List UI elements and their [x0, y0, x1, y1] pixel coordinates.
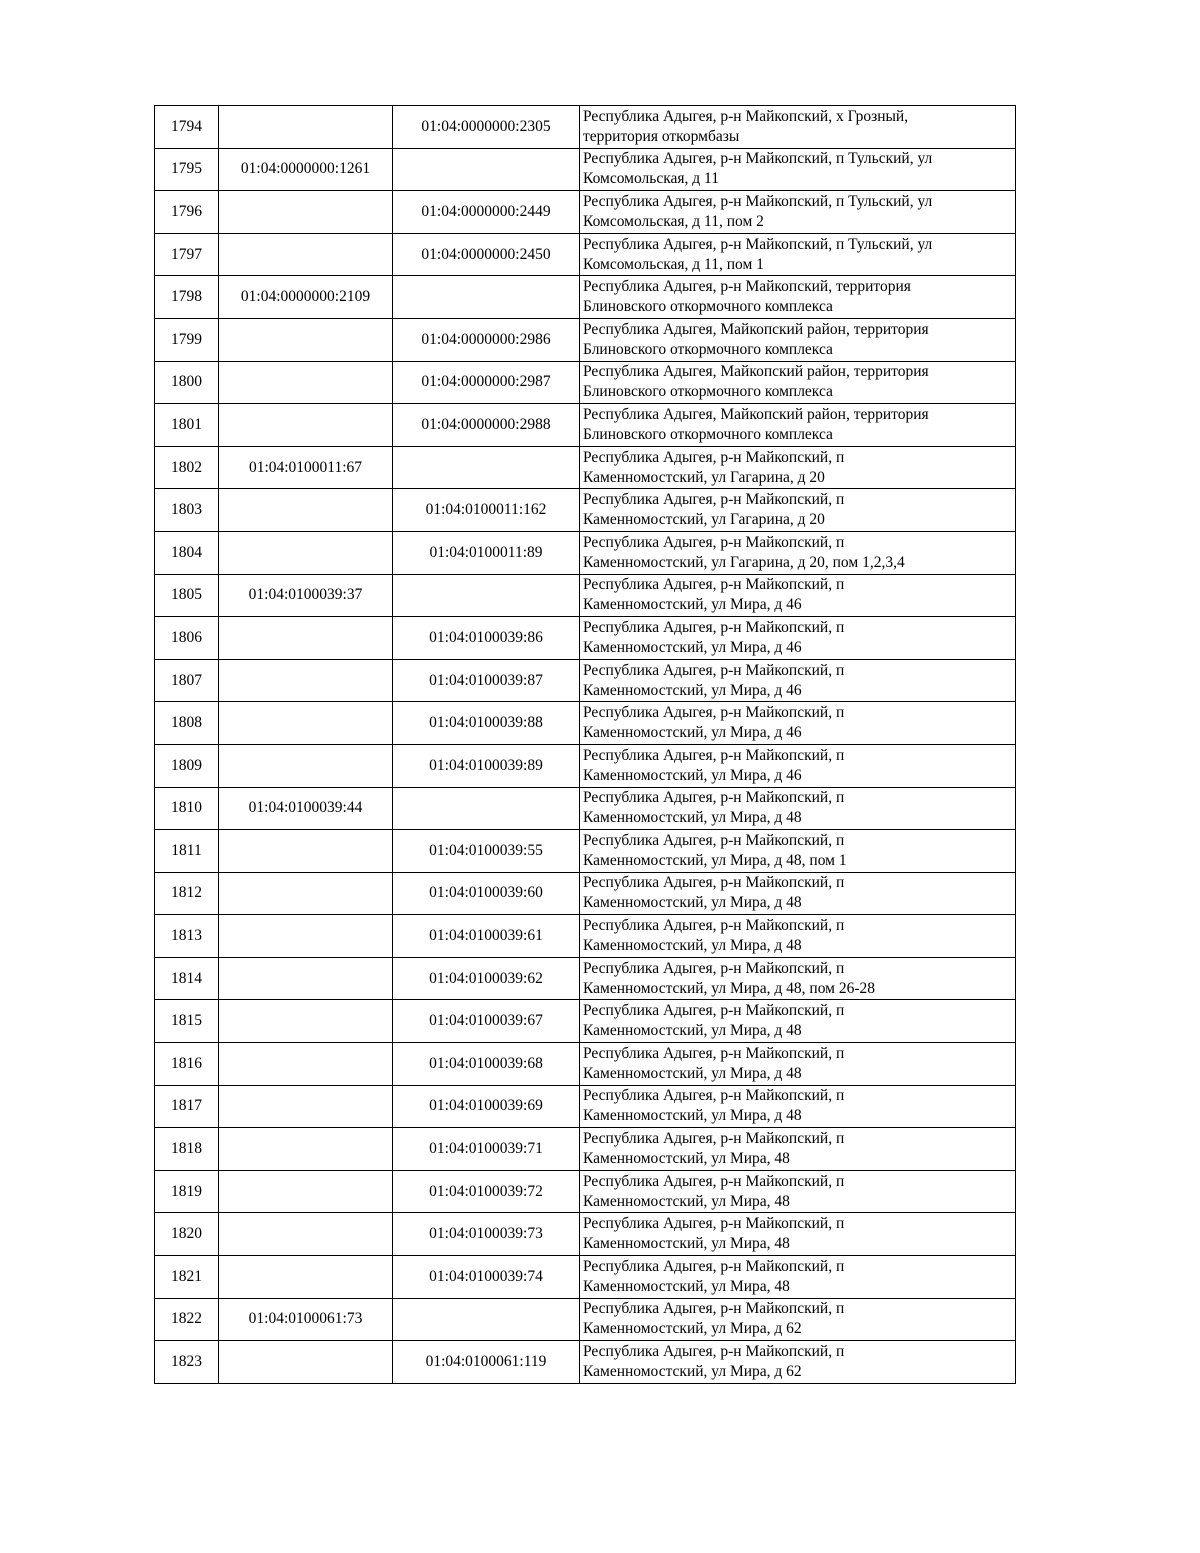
- address-line-2: Комсомольская, д 11, пом 2: [583, 212, 764, 230]
- land-cadastral-number-cell: [219, 1085, 393, 1128]
- row-number-cell: 1814: [155, 957, 219, 1000]
- row-number-cell: 1815: [155, 1000, 219, 1043]
- row-number-cell: 1816: [155, 1043, 219, 1086]
- land-cadastral-number-cell: [219, 233, 393, 276]
- table-row: [155, 276, 1016, 319]
- row-number-cell: 1819: [155, 1170, 219, 1213]
- land-cadastral-number-cell: [219, 404, 393, 447]
- address-line-1: Республика Адыгея, р-н Майкопский, п: [583, 448, 845, 466]
- table-row: [155, 574, 1016, 617]
- address-line-1: Республика Адыгея, р-н Майкопский, п: [583, 533, 845, 551]
- address-line-2: Каменномостский, ул Гагарина, д 20, пом 1,2,3,4: [583, 553, 905, 571]
- land-cadastral-number-cell: [219, 617, 393, 660]
- object-cadastral-number-cell: [393, 276, 580, 319]
- object-cadastral-number-cell: 01:04:0100039:68: [393, 1043, 580, 1086]
- address-cell: [580, 404, 1016, 447]
- address-line-1: Республика Адыгея, Майкопский район, территория: [583, 320, 929, 338]
- object-cadastral-number-cell: 01:04:0100039:86: [393, 617, 580, 660]
- land-cadastral-number-cell: [219, 318, 393, 361]
- address-line-2: Каменномостский, ул Мира, д 46: [583, 681, 802, 699]
- address-line-2: Каменномостский, ул Мира, д 48: [583, 809, 802, 827]
- address-line-1: Республика Адыгея, Майкопский район, территория: [583, 363, 929, 381]
- row-number-cell: 1821: [155, 1256, 219, 1299]
- table-row: [155, 830, 1016, 873]
- address-line-1: Республика Адыгея, р-н Майкопский, п: [583, 704, 845, 722]
- land-cadastral-number-cell: 01:04:0100061:73: [219, 1298, 393, 1341]
- object-cadastral-number-cell: [393, 574, 580, 617]
- registry-table-body: [155, 106, 1016, 1384]
- address-line-2: Каменномостский, ул Мира, д 46: [583, 596, 802, 614]
- table-row: [155, 148, 1016, 191]
- object-cadastral-number-cell: [393, 1298, 580, 1341]
- address-cell: [580, 489, 1016, 532]
- land-cadastral-number-cell: [219, 744, 393, 787]
- object-cadastral-number-cell: 01:04:0100039:55: [393, 830, 580, 873]
- address-line-2: Каменномостский, ул Гагарина, д 20: [583, 468, 825, 486]
- row-number-cell: 1796: [155, 191, 219, 234]
- table-row: [155, 531, 1016, 574]
- row-number-cell: 1806: [155, 617, 219, 660]
- row-number-cell: 1802: [155, 446, 219, 489]
- land-cadastral-number-cell: [219, 106, 393, 149]
- address-cell: [580, 702, 1016, 745]
- address-line-2: Блиновского откормочного комплекса: [583, 340, 833, 358]
- row-number-cell: 1799: [155, 318, 219, 361]
- row-number-cell: 1817: [155, 1085, 219, 1128]
- object-cadastral-number-cell: 01:04:0100039:60: [393, 872, 580, 915]
- table-row: [155, 1128, 1016, 1171]
- address-cell: [580, 148, 1016, 191]
- address-cell: [580, 787, 1016, 830]
- table-row: [155, 872, 1016, 915]
- address-cell: [580, 744, 1016, 787]
- row-number-cell: 1808: [155, 702, 219, 745]
- address-cell: [580, 276, 1016, 319]
- land-cadastral-number-cell: 01:04:0000000:2109: [219, 276, 393, 319]
- address-cell: [580, 446, 1016, 489]
- address-cell: [580, 1170, 1016, 1213]
- land-cadastral-number-cell: 01:04:0000000:1261: [219, 148, 393, 191]
- address-line-1: Республика Адыгея, р-н Майкопский, п: [583, 1172, 845, 1190]
- object-cadastral-number-cell: [393, 446, 580, 489]
- address-cell: [580, 574, 1016, 617]
- object-cadastral-number-cell: 01:04:0000000:2450: [393, 233, 580, 276]
- row-number-cell: 1811: [155, 830, 219, 873]
- address-line-2: Блиновского откормочного комплекса: [583, 383, 833, 401]
- address-cell: [580, 191, 1016, 234]
- address-line-1: Республика Адыгея, р-н Майкопский, п Тульский, ул: [583, 192, 933, 210]
- object-cadastral-number-cell: 01:04:0100061:119: [393, 1341, 580, 1384]
- address-line-1: Республика Адыгея, р-н Майкопский, п: [583, 917, 845, 935]
- object-cadastral-number-cell: 01:04:0100039:72: [393, 1170, 580, 1213]
- table-row: [155, 489, 1016, 532]
- row-number-cell: 1813: [155, 915, 219, 958]
- object-cadastral-number-cell: 01:04:0000000:2987: [393, 361, 580, 404]
- address-cell: [580, 1043, 1016, 1086]
- address-line-2: Комсомольская, д 11, пом 1: [583, 255, 764, 273]
- address-cell: [580, 1341, 1016, 1384]
- address-line-2: Каменномостский, ул Мира, д 48: [583, 1064, 802, 1082]
- object-cadastral-number-cell: 01:04:0100039:88: [393, 702, 580, 745]
- land-cadastral-number-cell: [219, 1000, 393, 1043]
- address-line-2: Каменномостский, ул Мира, 48: [583, 1277, 790, 1295]
- address-line-2: Каменномостский, ул Мира, д 62: [583, 1320, 802, 1338]
- address-line-1: Республика Адыгея, р-н Майкопский, п: [583, 874, 845, 892]
- table-row: [155, 1256, 1016, 1299]
- row-number-cell: 1801: [155, 404, 219, 447]
- row-number-cell: 1794: [155, 106, 219, 149]
- address-line-2: Каменномостский, ул Мира, д 48, пом 1: [583, 851, 847, 869]
- address-line-2: Каменномостский, ул Мира, 48: [583, 1235, 790, 1253]
- address-cell: [580, 1000, 1016, 1043]
- address-line-1: Республика Адыгея, р-н Майкопский, п: [583, 1215, 845, 1233]
- address-line-1: Республика Адыгея, р-н Майкопский, п: [583, 831, 845, 849]
- address-cell: [580, 233, 1016, 276]
- row-number-cell: 1805: [155, 574, 219, 617]
- row-number-cell: 1812: [155, 872, 219, 915]
- address-line-2: Каменномостский, ул Мира, д 48: [583, 894, 802, 912]
- address-cell: [580, 1213, 1016, 1256]
- address-line-2: Каменномостский, ул Мира, д 48: [583, 1107, 802, 1125]
- row-number-cell: 1820: [155, 1213, 219, 1256]
- table-row: [155, 361, 1016, 404]
- table-row: [155, 787, 1016, 830]
- address-line-2: Каменномостский, ул Мира, д 46: [583, 766, 802, 784]
- address-cell: [580, 1085, 1016, 1128]
- object-cadastral-number-cell: [393, 787, 580, 830]
- row-number-cell: 1809: [155, 744, 219, 787]
- row-number-cell: 1810: [155, 787, 219, 830]
- object-cadastral-number-cell: 01:04:0100011:89: [393, 531, 580, 574]
- address-cell: [580, 1298, 1016, 1341]
- address-line-2: Блиновского откормочного комплекса: [583, 298, 833, 316]
- table-row: [155, 1170, 1016, 1213]
- object-cadastral-number-cell: 01:04:0100039:87: [393, 659, 580, 702]
- address-line-1: Республика Адыгея, р-н Майкопский, п Тульский, ул: [583, 235, 933, 253]
- table-row: [155, 404, 1016, 447]
- address-line-1: Республика Адыгея, р-н Майкопский, п: [583, 1087, 845, 1105]
- land-cadastral-number-cell: [219, 1170, 393, 1213]
- object-cadastral-number-cell: 01:04:0100039:69: [393, 1085, 580, 1128]
- land-cadastral-number-cell: 01:04:0100039:44: [219, 787, 393, 830]
- address-cell: [580, 830, 1016, 873]
- address-line-2: Каменномостский, ул Мира, д 48: [583, 937, 802, 955]
- address-line-1: Республика Адыгея, р-н Майкопский, п: [583, 1044, 845, 1062]
- land-cadastral-number-cell: [219, 1213, 393, 1256]
- land-cadastral-number-cell: [219, 489, 393, 532]
- land-cadastral-number-cell: [219, 1128, 393, 1171]
- land-cadastral-number-cell: [219, 957, 393, 1000]
- table-row: [155, 1341, 1016, 1384]
- address-line-1: Республика Адыгея, р-н Майкопский, п: [583, 1300, 845, 1318]
- address-cell: [580, 106, 1016, 149]
- address-cell: [580, 1128, 1016, 1171]
- row-number-cell: 1795: [155, 148, 219, 191]
- object-cadastral-number-cell: 01:04:0100039:67: [393, 1000, 580, 1043]
- land-cadastral-number-cell: [219, 1341, 393, 1384]
- address-line-1: Республика Адыгея, Майкопский район, территория: [583, 405, 929, 423]
- address-line-1: Республика Адыгея, р-н Майкопский, п: [583, 618, 845, 636]
- land-cadastral-number-cell: [219, 1256, 393, 1299]
- row-number-cell: 1797: [155, 233, 219, 276]
- land-cadastral-number-cell: [219, 702, 393, 745]
- table-row: [155, 191, 1016, 234]
- land-cadastral-number-cell: [219, 361, 393, 404]
- land-cadastral-number-cell: [219, 659, 393, 702]
- object-cadastral-number-cell: 01:04:0100039:74: [393, 1256, 580, 1299]
- address-line-1: Республика Адыгея, р-н Майкопский, п: [583, 746, 845, 764]
- address-cell: [580, 1256, 1016, 1299]
- table-row: [155, 318, 1016, 361]
- table-row: [155, 1298, 1016, 1341]
- address-cell: [580, 915, 1016, 958]
- row-number-cell: 1804: [155, 531, 219, 574]
- object-cadastral-number-cell: 01:04:0100039:71: [393, 1128, 580, 1171]
- address-line-1: Республика Адыгея, р-н Майкопский, территория: [583, 278, 911, 296]
- address-line-1: Республика Адыгея, р-н Майкопский, п: [583, 1130, 845, 1148]
- table-row: [155, 1043, 1016, 1086]
- table-row: [155, 659, 1016, 702]
- address-line-1: Республика Адыгея, р-н Майкопский, п: [583, 576, 845, 594]
- address-cell: [580, 617, 1016, 660]
- table-row: [155, 957, 1016, 1000]
- land-cadastral-number-cell: [219, 191, 393, 234]
- object-cadastral-number-cell: 01:04:0100039:73: [393, 1213, 580, 1256]
- row-number-cell: 1798: [155, 276, 219, 319]
- object-cadastral-number-cell: 01:04:0000000:2988: [393, 404, 580, 447]
- property-registry-table: [154, 105, 1016, 1384]
- table-row: [155, 446, 1016, 489]
- address-cell: [580, 872, 1016, 915]
- land-cadastral-number-cell: [219, 531, 393, 574]
- address-line-1: Республика Адыгея, р-н Майкопский, х Грозный,: [583, 107, 909, 125]
- address-line-2: Каменномостский, ул Мира, д 62: [583, 1363, 802, 1381]
- address-line-2: Каменномостский, ул Гагарина, д 20: [583, 511, 825, 529]
- address-line-2: территория откормбазы: [583, 127, 740, 145]
- table-row: [155, 744, 1016, 787]
- address-line-2: Каменномостский, ул Мира, д 46: [583, 724, 802, 742]
- table-row: [155, 702, 1016, 745]
- address-line-2: Комсомольская, д 11: [583, 170, 719, 188]
- address-cell: [580, 318, 1016, 361]
- object-cadastral-number-cell: 01:04:0000000:2305: [393, 106, 580, 149]
- row-number-cell: 1803: [155, 489, 219, 532]
- land-cadastral-number-cell: [219, 915, 393, 958]
- table-row: [155, 106, 1016, 149]
- row-number-cell: 1807: [155, 659, 219, 702]
- table-row: [155, 617, 1016, 660]
- object-cadastral-number-cell: 01:04:0100039:61: [393, 915, 580, 958]
- address-line-2: Каменномостский, ул Мира, 48: [583, 1192, 790, 1210]
- address-line-2: Каменномостский, ул Мира, 48: [583, 1150, 790, 1168]
- address-cell: [580, 361, 1016, 404]
- address-line-2: Каменномостский, ул Мира, д 48, пом 26-28: [583, 979, 876, 997]
- address-cell: [580, 957, 1016, 1000]
- land-cadastral-number-cell: 01:04:0100039:37: [219, 574, 393, 617]
- address-line-1: Республика Адыгея, р-н Майкопский, п: [583, 1343, 845, 1361]
- address-cell: [580, 659, 1016, 702]
- address-line-2: Каменномостский, ул Мира, д 48: [583, 1022, 802, 1040]
- object-cadastral-number-cell: 01:04:0100011:162: [393, 489, 580, 532]
- address-line-1: Республика Адыгея, р-н Майкопский, п: [583, 1002, 845, 1020]
- address-line-1: Республика Адыгея, р-н Майкопский, п: [583, 959, 845, 977]
- object-cadastral-number-cell: 01:04:0000000:2449: [393, 191, 580, 234]
- row-number-cell: 1823: [155, 1341, 219, 1384]
- land-cadastral-number-cell: 01:04:0100011:67: [219, 446, 393, 489]
- object-cadastral-number-cell: 01:04:0100039:62: [393, 957, 580, 1000]
- address-line-1: Республика Адыгея, р-н Майкопский, п: [583, 661, 845, 679]
- table-row: [155, 233, 1016, 276]
- land-cadastral-number-cell: [219, 872, 393, 915]
- object-cadastral-number-cell: [393, 148, 580, 191]
- object-cadastral-number-cell: 01:04:0000000:2986: [393, 318, 580, 361]
- address-line-1: Республика Адыгея, р-н Майкопский, п Тульский, ул: [583, 150, 933, 168]
- address-line-1: Республика Адыгея, р-н Майкопский, п: [583, 1257, 845, 1275]
- land-cadastral-number-cell: [219, 830, 393, 873]
- table-row: [155, 915, 1016, 958]
- table-row: [155, 1000, 1016, 1043]
- table-row: [155, 1213, 1016, 1256]
- address-line-2: Каменномостский, ул Мира, д 46: [583, 638, 802, 656]
- address-line-2: Блиновского откормочного комплекса: [583, 425, 833, 443]
- address-line-1: Республика Адыгея, р-н Майкопский, п: [583, 491, 845, 509]
- land-cadastral-number-cell: [219, 1043, 393, 1086]
- row-number-cell: 1822: [155, 1298, 219, 1341]
- row-number-cell: 1800: [155, 361, 219, 404]
- address-line-1: Республика Адыгея, р-н Майкопский, п: [583, 789, 845, 807]
- object-cadastral-number-cell: 01:04:0100039:89: [393, 744, 580, 787]
- table-row: [155, 1085, 1016, 1128]
- address-cell: [580, 531, 1016, 574]
- row-number-cell: 1818: [155, 1128, 219, 1171]
